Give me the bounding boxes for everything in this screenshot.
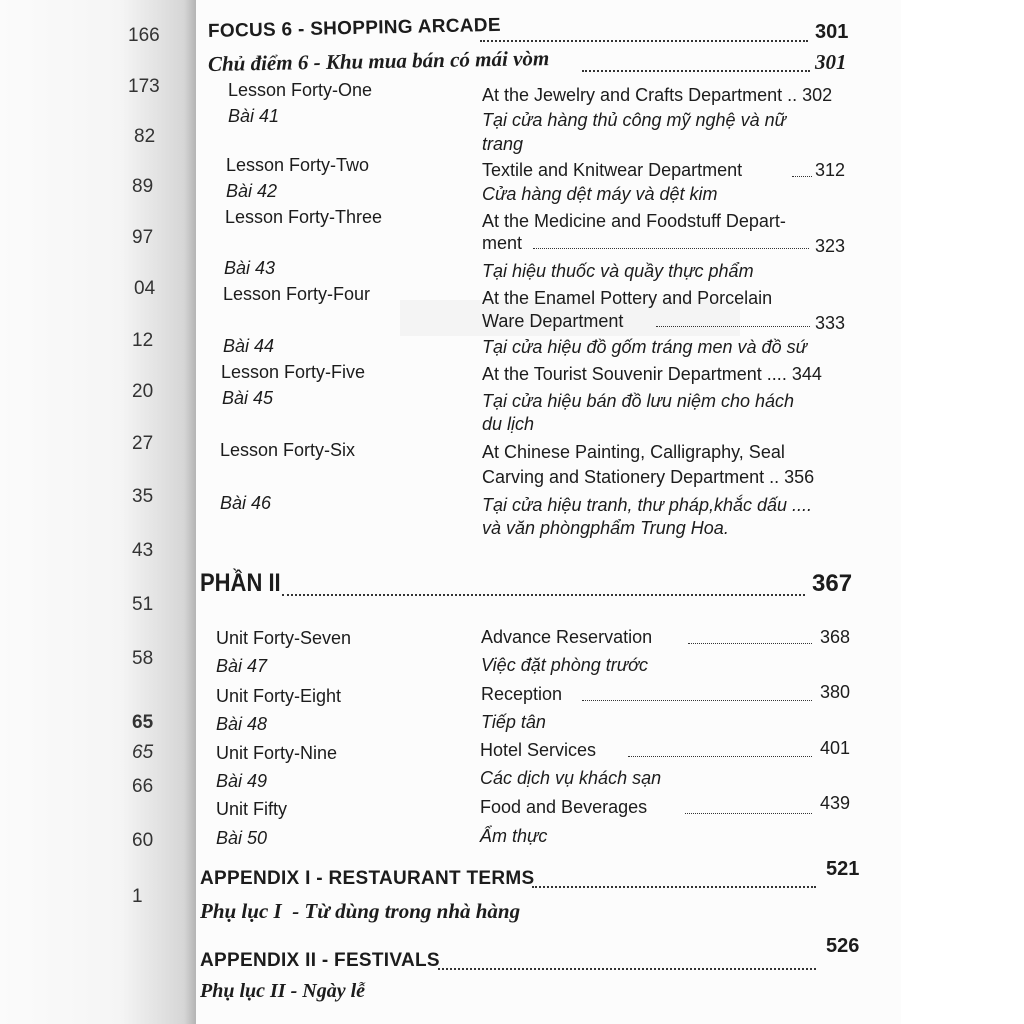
lesson-number-vietnamese: Bài 44 xyxy=(223,336,275,356)
prev-page-number: 66 xyxy=(132,776,154,797)
lesson-entry-vietnamese: Tại hiệu thuốc và quầy thực phẩm xyxy=(482,261,754,281)
appendix-heading-vietnamese: Phụ lục I - Từ dùng trong nhà hàng xyxy=(200,899,521,923)
prev-page-number: 82 xyxy=(134,126,156,147)
previous-page-edge xyxy=(0,0,200,1024)
part-heading: PHẦN II xyxy=(200,568,281,597)
page-number: 526 xyxy=(826,935,860,957)
prev-page-number: 65 xyxy=(132,742,154,763)
lesson-number-vietnamese: Bài 41 xyxy=(228,106,280,126)
dot-leader xyxy=(688,643,812,644)
lesson-number-vietnamese: Bài 42 xyxy=(226,181,278,201)
page-number: 367 xyxy=(812,570,853,597)
unit-title: Unit Forty-Nine xyxy=(216,743,338,763)
lesson-entry-vietnamese: Tại cửa hiệu đồ gốm tráng men và đồ sứ xyxy=(482,337,807,357)
prev-page-number: 04 xyxy=(134,278,156,299)
lesson-entry: ment xyxy=(482,233,523,253)
unit-entry: Reception xyxy=(481,684,563,704)
prev-page-number: 27 xyxy=(132,433,154,454)
unit-entry-vietnamese: Các dịch vụ khách sạn xyxy=(480,768,662,788)
lesson-entry-vietnamese: Tại cửa hiệu tranh, thư pháp,khắc dấu .... xyxy=(482,495,813,515)
lesson-entry: At the Tourist Souvenir Department .... 344 xyxy=(482,364,822,384)
lesson-entry: At the Jewelry and Crafts Department .. 302 xyxy=(482,85,833,105)
dot-leader xyxy=(533,248,809,249)
dot-leader xyxy=(438,968,816,970)
lesson-title: Lesson Forty-Four xyxy=(223,284,371,304)
section-heading: FOCUS 6 - SHOPPING ARCADE xyxy=(207,14,502,42)
unit-number-vietnamese: Bài 48 xyxy=(216,714,268,734)
appendix-heading: APPENDIX I - RESTAURANT TERMS xyxy=(200,868,535,889)
unit-number-vietnamese: Bài 47 xyxy=(216,656,268,676)
lesson-entry-vietnamese: Cửa hàng dệt máy và dệt kim xyxy=(482,184,718,204)
lesson-number-vietnamese: Bài 43 xyxy=(224,258,276,278)
prev-page-number: 1 xyxy=(132,886,143,907)
unit-entry-vietnamese: Tiếp tân xyxy=(481,712,546,732)
lesson-entry-vietnamese: trang xyxy=(482,134,524,154)
dot-leader xyxy=(582,700,812,701)
lesson-entry-vietnamese: Tại cửa hàng thủ công mỹ nghệ và nữ xyxy=(482,110,786,130)
page-number: 439 xyxy=(820,793,851,813)
appendix-heading-vietnamese: Phụ lục II - Ngày lễ xyxy=(200,980,365,1002)
dot-leader xyxy=(582,70,810,72)
unit-entry: Hotel Services xyxy=(480,740,597,760)
lesson-number-vietnamese: Bài 45 xyxy=(222,388,274,408)
dot-leader xyxy=(628,756,812,757)
unit-title: Unit Forty-Eight xyxy=(216,686,342,706)
lesson-entry-vietnamese: và văn phòngphẩm Trung Hoa. xyxy=(482,518,729,538)
prev-page-number: 35 xyxy=(132,486,154,507)
prev-page-number: 97 xyxy=(132,227,154,248)
dot-leader xyxy=(685,813,812,814)
unit-entry-vietnamese: Việc đặt phòng trước xyxy=(481,655,649,675)
appendix-heading: APPENDIX II - FESTIVALS xyxy=(200,950,440,971)
page-number: 312 xyxy=(815,160,846,180)
lesson-entry: Ware Department xyxy=(482,311,624,331)
lesson-title: Lesson Forty-Five xyxy=(221,362,366,382)
page-number: 368 xyxy=(820,627,851,647)
page-number: 401 xyxy=(820,738,851,758)
unit-number-vietnamese: Bài 49 xyxy=(216,771,268,791)
section-heading-vietnamese: Chủ điểm 6 - Khu mua bán có mái vòm xyxy=(207,46,550,76)
page-number: 323 xyxy=(815,236,846,256)
page-number: 521 xyxy=(826,858,860,880)
lesson-title: Lesson Forty-Six xyxy=(220,440,356,460)
dot-leader xyxy=(656,326,810,327)
prev-page-number: 20 xyxy=(132,381,154,402)
unit-entry: Advance Reservation xyxy=(481,627,653,647)
lesson-title: Lesson Forty-Two xyxy=(226,155,370,175)
dot-leader xyxy=(480,40,808,42)
dot-leader xyxy=(282,594,805,596)
dot-leader xyxy=(792,176,812,177)
prev-page-number: 12 xyxy=(132,330,154,351)
prev-page-number: 58 xyxy=(132,648,154,669)
prev-page-number: 166 xyxy=(128,25,160,46)
prev-page-number: 51 xyxy=(132,594,154,615)
lesson-entry: At the Enamel Pottery and Porcelain xyxy=(482,288,773,308)
lesson-entry: Carving and Stationery Department .. 356 xyxy=(482,467,815,487)
prev-page-number: 43 xyxy=(132,540,154,561)
page-number: 301 xyxy=(815,50,847,74)
page-number: 333 xyxy=(815,313,846,333)
lesson-title: Lesson Forty-One xyxy=(228,80,373,100)
prev-page-number: 89 xyxy=(132,176,154,197)
prev-page-number: 65 xyxy=(132,712,154,733)
lesson-entry-vietnamese: Tại cửa hiệu bán đồ lưu niệm cho hách xyxy=(482,391,795,411)
lesson-number-vietnamese: Bài 46 xyxy=(220,493,272,513)
unit-title: Unit Forty-Seven xyxy=(216,628,352,648)
lesson-entry: At Chinese Painting, Calligraphy, Seal xyxy=(482,442,785,462)
prev-page-number: 60 xyxy=(132,830,154,851)
prev-page-number: 173 xyxy=(128,76,160,97)
lesson-entry: At the Medicine and Foodstuff Depart- xyxy=(482,211,786,231)
dot-leader xyxy=(532,886,816,888)
page-number: 380 xyxy=(820,682,851,702)
lesson-title: Lesson Forty-Three xyxy=(225,207,383,227)
unit-entry-vietnamese: Ẩm thực xyxy=(480,826,548,846)
unit-title: Unit Fifty xyxy=(216,799,288,819)
unit-number-vietnamese: Bài 50 xyxy=(216,828,268,848)
lesson-entry: Textile and Knitwear Department xyxy=(482,160,743,180)
unit-entry: Food and Beverages xyxy=(480,797,648,817)
lesson-entry-vietnamese: du lịch xyxy=(482,414,535,434)
page-number: 301 xyxy=(815,21,849,43)
background-surface xyxy=(901,0,1024,1024)
